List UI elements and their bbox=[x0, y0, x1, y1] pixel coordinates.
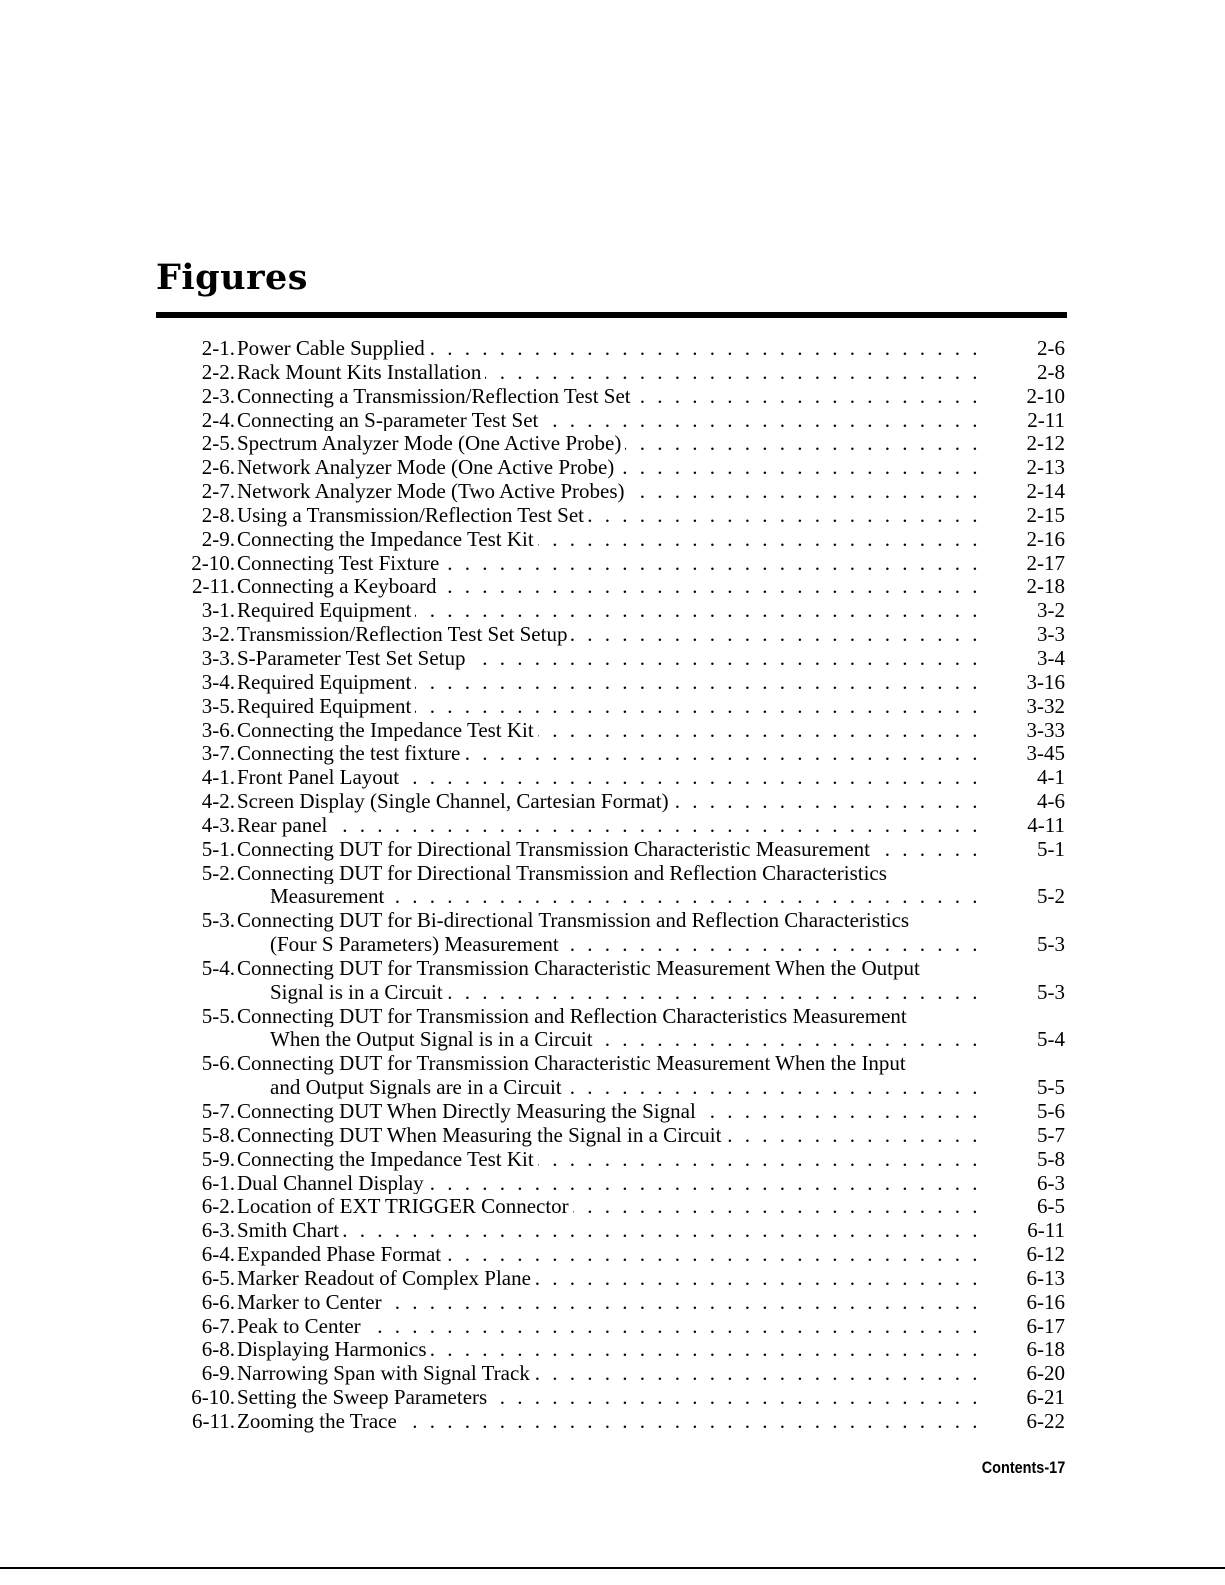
figure-number: 2-2. bbox=[201, 359, 235, 384]
figure-entry[interactable] bbox=[0, 884, 1225, 908]
figure-title bbox=[237, 1123, 987, 1147]
figure-number: 6-7. bbox=[201, 1313, 235, 1338]
figure-title-text: Connecting DUT for Transmission and Reflection Characteristics Measurement bbox=[237, 1004, 911, 1028]
figure-number: 5-3. bbox=[201, 908, 235, 933]
figure-title-text: S-Parameter Test Set Setup bbox=[237, 646, 470, 670]
figure-title bbox=[237, 1409, 987, 1433]
figure-title-text: Displaying Harmonics bbox=[237, 1337, 431, 1361]
page-number: 2-14 bbox=[1026, 479, 1065, 504]
page-title: Figures bbox=[156, 257, 308, 298]
figure-entry[interactable] bbox=[0, 455, 1225, 479]
figure-title bbox=[270, 980, 987, 1004]
figures-list bbox=[0, 336, 1225, 1433]
figure-entry[interactable] bbox=[0, 408, 1225, 432]
figure-title-text: Peak to Center bbox=[237, 1314, 365, 1338]
page-number: 3-32 bbox=[1026, 693, 1065, 718]
page-number: 6-21 bbox=[1026, 1385, 1065, 1410]
page-number: 2-13 bbox=[1026, 455, 1065, 480]
figure-entry[interactable] bbox=[0, 1266, 1225, 1290]
figure-title bbox=[237, 789, 987, 813]
figure-title bbox=[237, 956, 987, 980]
figure-title bbox=[270, 1027, 987, 1051]
figure-title-text: Transmission/Reflection Test Set Setup bbox=[237, 622, 571, 646]
figure-title bbox=[237, 670, 987, 694]
figure-title-text: Connecting DUT for Transmission Characteristic Measurement When the Input bbox=[237, 1051, 910, 1075]
figure-entry[interactable] bbox=[0, 646, 1225, 670]
page-number: 4-11 bbox=[1027, 812, 1065, 837]
figure-title-text: Connecting Test Fixture bbox=[237, 551, 443, 575]
page-number: 4-6 bbox=[1037, 789, 1065, 814]
page-number: 4-1 bbox=[1037, 765, 1065, 790]
page-number: 3-4 bbox=[1037, 645, 1065, 670]
figure-title-text: (Four S Parameters) Measurement bbox=[270, 932, 563, 956]
figure-entry[interactable] bbox=[0, 1147, 1225, 1171]
figure-title bbox=[237, 455, 987, 479]
page-number: 6-12 bbox=[1026, 1242, 1065, 1267]
figure-title-text: Connecting DUT for Directional Transmission and Reflection Characteristics bbox=[237, 861, 891, 885]
page-number: 6-20 bbox=[1026, 1361, 1065, 1386]
figure-entry[interactable] bbox=[0, 741, 1225, 765]
figure-title bbox=[270, 1075, 987, 1099]
figure-title bbox=[237, 646, 987, 670]
figure-title bbox=[237, 598, 987, 622]
figure-title bbox=[237, 1051, 987, 1075]
figure-number: 6-4. bbox=[201, 1242, 235, 1267]
figure-title-text: Using a Transmission/Reflection Test Set bbox=[237, 503, 588, 527]
page-number: 5-3 bbox=[1037, 932, 1065, 957]
figure-title bbox=[237, 527, 987, 551]
figure-title bbox=[237, 765, 987, 789]
page-number: 6-5 bbox=[1037, 1194, 1065, 1219]
figure-title-text: Measurement bbox=[270, 884, 388, 908]
figure-number: 3-1. bbox=[201, 598, 235, 623]
figure-entry[interactable] bbox=[0, 980, 1225, 1004]
figure-number: 2-1. bbox=[201, 336, 235, 360]
page-number: 2-11 bbox=[1027, 407, 1065, 432]
page-number: 6-22 bbox=[1026, 1408, 1065, 1433]
figure-entry[interactable] bbox=[0, 1027, 1225, 1051]
figure-title-text: Required Equipment bbox=[237, 694, 415, 718]
figure-title-text: Connecting DUT for Directional Transmission Characteristic Measurement bbox=[237, 837, 874, 861]
page-number: 6-11 bbox=[1027, 1218, 1065, 1243]
figure-number: 6-3. bbox=[201, 1218, 235, 1243]
figure-title-text: Marker Readout of Complex Plane bbox=[237, 1266, 535, 1290]
figure-entry[interactable] bbox=[0, 1242, 1225, 1266]
figure-title bbox=[237, 1385, 987, 1409]
figure-number: 5-5. bbox=[201, 1003, 235, 1028]
figure-number: 3-3. bbox=[201, 645, 235, 670]
figure-title bbox=[237, 503, 987, 527]
figure-entry[interactable] bbox=[0, 1194, 1225, 1218]
figure-entry[interactable] bbox=[0, 1123, 1225, 1147]
figure-title bbox=[237, 1290, 987, 1314]
figure-title bbox=[237, 1361, 987, 1385]
page-number: 5-4 bbox=[1037, 1027, 1065, 1052]
figure-title-text: Narrowing Span with Signal Track bbox=[237, 1361, 534, 1385]
figure-title-text: Connecting DUT for Transmission Characteristic Measurement When the Output bbox=[237, 956, 924, 980]
figure-number: 5-9. bbox=[201, 1146, 235, 1171]
figure-number: 6-1. bbox=[201, 1170, 235, 1195]
page-number: 3-2 bbox=[1037, 598, 1065, 623]
figure-title bbox=[237, 1099, 987, 1123]
figure-title-text: and Output Signals are in a Circuit bbox=[270, 1075, 566, 1099]
figure-entry[interactable] bbox=[0, 1409, 1225, 1433]
figure-number: 5-4. bbox=[201, 955, 235, 980]
figure-number: 2-3. bbox=[201, 383, 235, 408]
figure-title-text: Connecting DUT for Bi-directional Transmission and Reflection Characteristics bbox=[237, 908, 913, 932]
page-number: 2-16 bbox=[1026, 526, 1065, 551]
page-number: 6-3 bbox=[1037, 1170, 1065, 1195]
figure-entry[interactable] bbox=[0, 551, 1225, 575]
figure-title bbox=[237, 837, 987, 861]
figure-title bbox=[237, 336, 987, 360]
figure-number: 5-2. bbox=[201, 860, 235, 885]
figure-title bbox=[237, 551, 987, 575]
figure-title bbox=[237, 431, 987, 455]
figure-title bbox=[237, 1171, 987, 1195]
figure-title-text: Network Analyzer Mode (Two Active Probes) bbox=[237, 479, 629, 503]
figure-entry[interactable] bbox=[0, 431, 1225, 455]
figure-title bbox=[237, 1266, 987, 1290]
figure-number: 5-6. bbox=[201, 1051, 235, 1076]
figure-entry[interactable] bbox=[0, 574, 1225, 598]
figure-title bbox=[237, 813, 987, 837]
page-number: 3-45 bbox=[1026, 741, 1065, 766]
figure-title bbox=[237, 718, 987, 742]
figure-title bbox=[237, 741, 987, 765]
figure-number: 2-4. bbox=[201, 407, 235, 432]
page-footer: Contents-17 bbox=[981, 1458, 1065, 1477]
page-number: 3-16 bbox=[1026, 669, 1065, 694]
figure-number: 5-1. bbox=[201, 836, 235, 861]
page-number: 5-3 bbox=[1037, 979, 1065, 1004]
figure-number: 2-11. bbox=[192, 574, 235, 599]
figure-entry[interactable] bbox=[0, 765, 1225, 789]
figure-entry[interactable] bbox=[0, 837, 1225, 861]
figure-title bbox=[237, 1314, 987, 1338]
figure-entry[interactable] bbox=[0, 813, 1225, 837]
figure-number: 4-2. bbox=[201, 789, 235, 814]
figure-number: 3-2. bbox=[201, 622, 235, 647]
figure-title-text: Connecting DUT When Measuring the Signal in a Circuit bbox=[237, 1123, 725, 1147]
page-number: 6-13 bbox=[1026, 1265, 1065, 1290]
figure-title-text: Connecting the test fixture bbox=[237, 741, 464, 765]
figure-title-text: Connecting an S-parameter Test Set bbox=[237, 408, 542, 432]
figure-entry[interactable] bbox=[0, 598, 1225, 622]
figure-number: 6-8. bbox=[201, 1337, 235, 1362]
figure-title-text: Connecting the Impedance Test Kit bbox=[237, 718, 538, 742]
figure-entry[interactable] bbox=[0, 1051, 1225, 1075]
figure-title-text: Dual Channel Display bbox=[237, 1171, 428, 1195]
figure-number: 4-1. bbox=[201, 765, 235, 790]
bottom-rule bbox=[0, 1567, 1225, 1569]
figure-title-text: Setting the Sweep Parameters bbox=[237, 1385, 491, 1409]
figure-title-text: Power Cable Supplied bbox=[237, 336, 429, 360]
figure-title-text: Marker to Center bbox=[237, 1290, 386, 1314]
figure-title-text: Network Analyzer Mode (One Active Probe) bbox=[237, 455, 618, 479]
figure-entry[interactable] bbox=[0, 694, 1225, 718]
page-number: 3-33 bbox=[1026, 717, 1065, 742]
figure-title bbox=[237, 384, 987, 408]
figure-number: 2-7. bbox=[201, 479, 235, 504]
figure-entry[interactable] bbox=[0, 670, 1225, 694]
figure-entry[interactable] bbox=[0, 789, 1225, 813]
figure-entry[interactable] bbox=[0, 1314, 1225, 1338]
figure-entry[interactable] bbox=[0, 360, 1225, 384]
figure-title bbox=[237, 1147, 987, 1171]
figure-title bbox=[237, 861, 987, 885]
figure-title-text: Connecting the Impedance Test Kit bbox=[237, 527, 538, 551]
figure-title bbox=[237, 694, 987, 718]
figure-entry[interactable] bbox=[0, 384, 1225, 408]
page-number: 5-6 bbox=[1037, 1099, 1065, 1123]
figure-title bbox=[270, 884, 987, 908]
figure-title-text: Connecting the Impedance Test Kit bbox=[237, 1147, 538, 1171]
figure-title bbox=[237, 408, 987, 432]
figure-entry[interactable] bbox=[0, 503, 1225, 527]
figure-number: 6-2. bbox=[201, 1194, 235, 1219]
figure-entry[interactable] bbox=[0, 479, 1225, 503]
figure-entry[interactable] bbox=[0, 1385, 1225, 1409]
page-number: 2-15 bbox=[1026, 502, 1065, 527]
figure-entry[interactable] bbox=[0, 1171, 1225, 1195]
page-number: 2-8 bbox=[1037, 359, 1065, 384]
figure-entry[interactable] bbox=[0, 527, 1225, 551]
page-number: 2-17 bbox=[1026, 550, 1065, 575]
page-number: 2-18 bbox=[1026, 574, 1065, 599]
page-number: 5-1 bbox=[1037, 836, 1065, 861]
figure-number: 2-9. bbox=[201, 526, 235, 551]
page-number: 6-16 bbox=[1026, 1289, 1065, 1314]
figure-number: 3-6. bbox=[201, 717, 235, 742]
figure-number: 6-6. bbox=[201, 1289, 235, 1314]
page-number: 2-12 bbox=[1026, 431, 1065, 456]
figure-title bbox=[237, 574, 987, 598]
figure-entry[interactable] bbox=[0, 1099, 1225, 1123]
figure-number: 2-8. bbox=[201, 502, 235, 527]
figure-entry[interactable] bbox=[0, 1290, 1225, 1314]
figure-number: 4-3. bbox=[201, 812, 235, 837]
figure-title-text: Smith Chart bbox=[237, 1218, 343, 1242]
figure-title bbox=[237, 1337, 987, 1361]
figure-title bbox=[270, 932, 987, 956]
figure-title-text: Zooming the Trace bbox=[237, 1409, 401, 1433]
figure-title-text: Required Equipment bbox=[237, 670, 415, 694]
figure-title-text: Spectrum Analyzer Mode (One Active Probe) bbox=[237, 431, 625, 455]
figure-entry[interactable] bbox=[0, 1218, 1225, 1242]
page-number: 5-2 bbox=[1037, 884, 1065, 909]
figure-number: 5-7. bbox=[201, 1099, 235, 1123]
figure-title-text: Connecting a Transmission/Reflection Test Set bbox=[237, 384, 635, 408]
figure-number: 2-6. bbox=[201, 455, 235, 480]
figure-title-text: Connecting DUT When Directly Measuring the Signal bbox=[237, 1099, 700, 1123]
figure-number: 6-5. bbox=[201, 1265, 235, 1290]
figure-title-text: Location of EXT TRIGGER Connector bbox=[237, 1194, 573, 1218]
figure-entry[interactable] bbox=[0, 861, 1225, 885]
figure-entry[interactable] bbox=[0, 1337, 1225, 1361]
figure-title bbox=[237, 622, 987, 646]
title-rule bbox=[156, 312, 1067, 318]
figure-title-text: Required Equipment bbox=[237, 598, 415, 622]
figure-title bbox=[237, 360, 987, 384]
figure-title-text: Rear panel bbox=[237, 813, 331, 837]
figure-title bbox=[237, 1242, 987, 1266]
figure-title-text: Rack Mount Kits Installation bbox=[237, 360, 485, 384]
figure-title bbox=[237, 908, 987, 932]
figure-entry[interactable] bbox=[0, 908, 1225, 932]
figure-title bbox=[237, 479, 987, 503]
figure-entry[interactable] bbox=[0, 336, 1225, 360]
figure-title bbox=[237, 1004, 987, 1028]
figure-title-text: When the Output Signal is in a Circuit bbox=[270, 1027, 597, 1051]
figure-title bbox=[237, 1218, 987, 1242]
figure-number: 6-10. bbox=[191, 1385, 235, 1410]
figure-number: 6-9. bbox=[201, 1361, 235, 1386]
figure-number: 3-5. bbox=[201, 693, 235, 718]
figure-title bbox=[237, 1194, 987, 1218]
page-number: 6-17 bbox=[1026, 1313, 1065, 1338]
figure-number: 2-5. bbox=[201, 431, 235, 456]
figure-entry[interactable] bbox=[0, 932, 1225, 956]
figure-number: 2-10. bbox=[191, 550, 235, 575]
page-number: 6-18 bbox=[1026, 1337, 1065, 1362]
figure-number: 3-4. bbox=[201, 669, 235, 694]
figure-entry[interactable] bbox=[0, 1361, 1225, 1385]
figure-number: 5-8. bbox=[201, 1122, 235, 1147]
page-number: 5-7 bbox=[1037, 1122, 1065, 1147]
figure-entry[interactable] bbox=[0, 956, 1225, 980]
figure-number: 3-7. bbox=[201, 741, 235, 766]
figure-title-text: Front Panel Layout bbox=[237, 765, 403, 789]
figure-title-text: Screen Display (Single Channel, Cartesian Format) bbox=[237, 789, 673, 813]
page-number: 3-3 bbox=[1037, 622, 1065, 647]
figure-title-text: Signal is in a Circuit bbox=[270, 980, 447, 1004]
page-number: 5-8 bbox=[1037, 1146, 1065, 1171]
page-number: 5-5 bbox=[1037, 1075, 1065, 1100]
figure-entry[interactable] bbox=[0, 622, 1225, 646]
figure-title-text: Expanded Phase Format bbox=[237, 1242, 445, 1266]
page-number: 2-10 bbox=[1026, 383, 1065, 408]
figure-title-text: Connecting a Keyboard bbox=[237, 574, 440, 598]
figure-entry[interactable] bbox=[0, 718, 1225, 742]
figure-entry[interactable] bbox=[0, 1004, 1225, 1028]
figure-entry[interactable] bbox=[0, 1075, 1225, 1099]
page-number: 2-6 bbox=[1037, 336, 1065, 360]
figure-number: 6-11. bbox=[192, 1408, 235, 1433]
